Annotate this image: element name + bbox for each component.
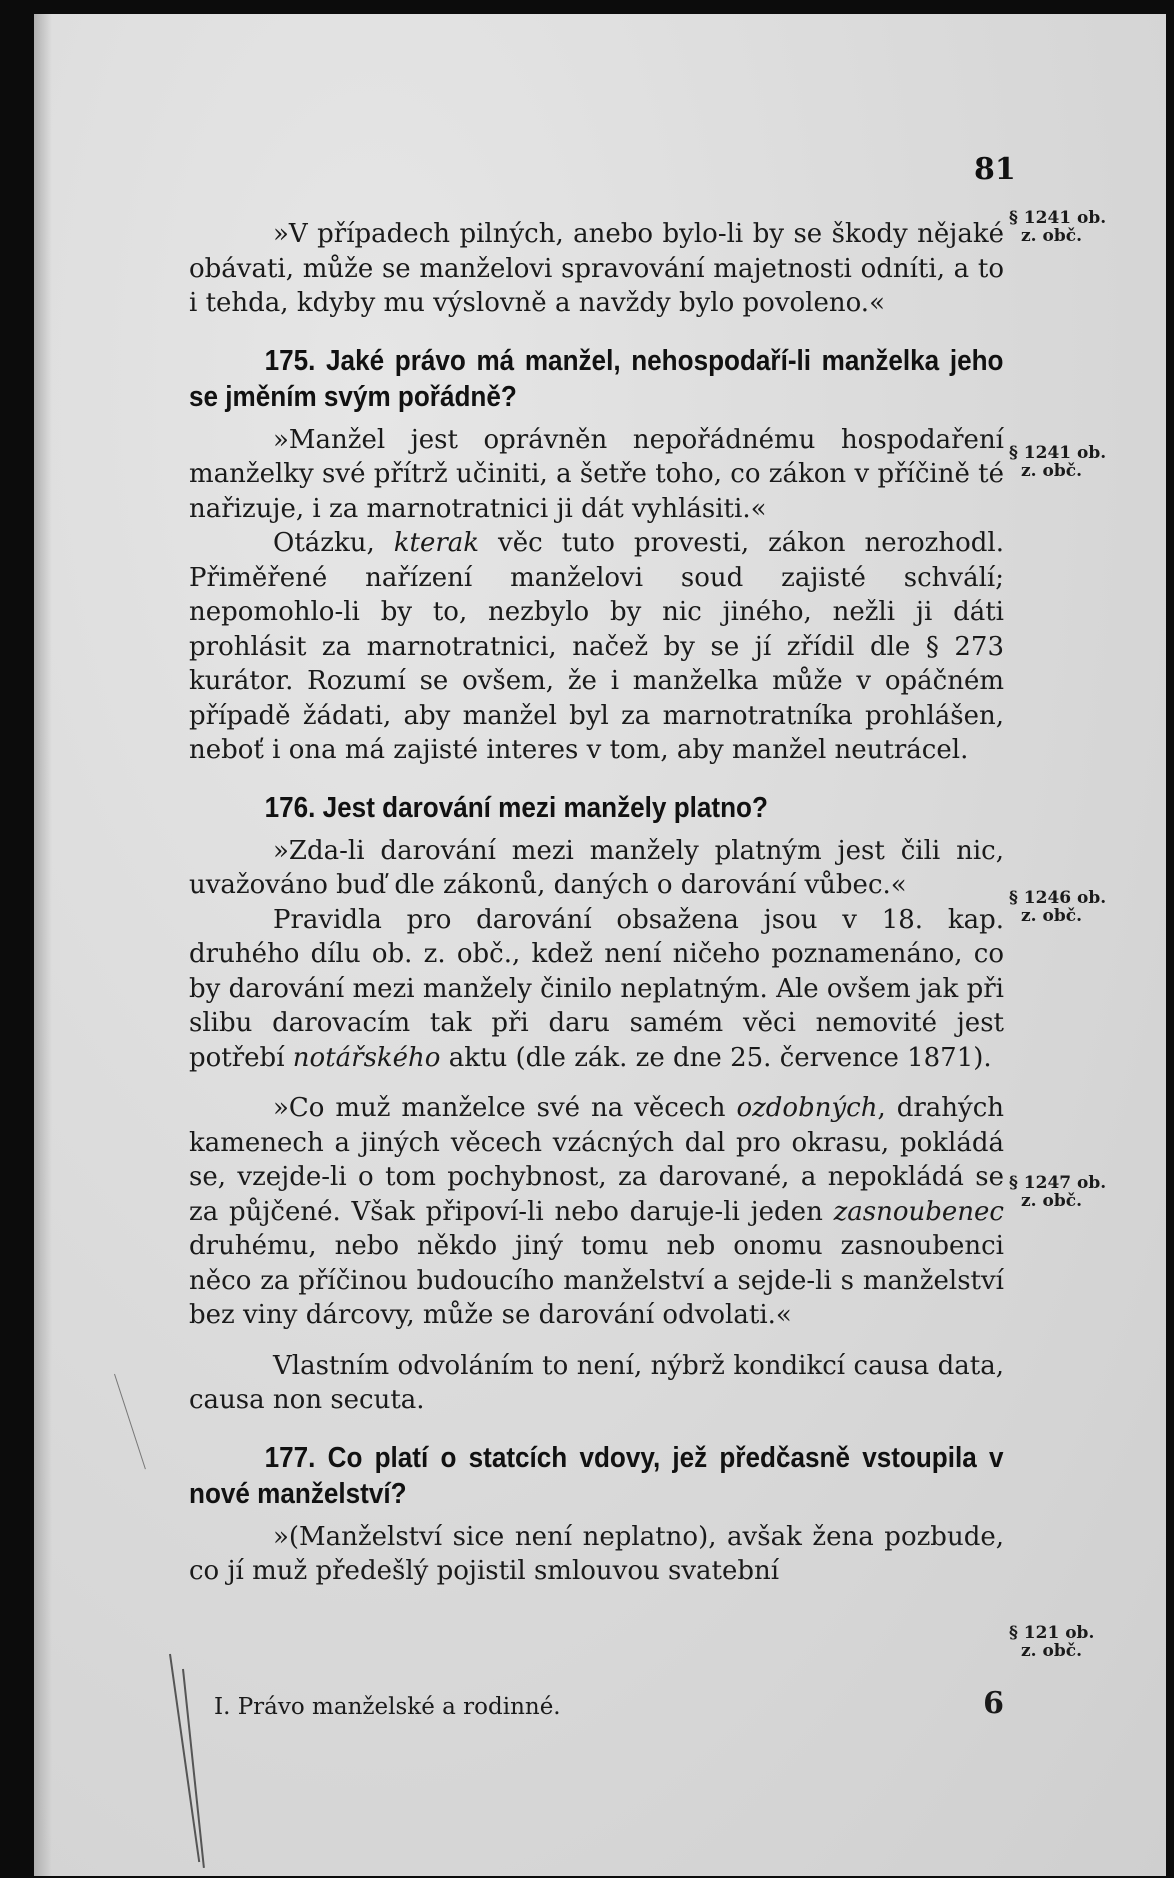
paragraph: »Manžel jest oprávněn nepořádnému hospodaření manželky své přítrž učiniti, a šetře toho, co zákon v příčině té nařizuje, i za marnotratnici ji dát vyhlásiti.« bbox=[189, 424, 1004, 524]
paragraph: »Zda-li darování mezi manžely platným jest čili nic, uvažováno buď dle zákonů, daných o darování vůbec.« bbox=[189, 835, 1004, 900]
margin-note: § 1247 ob. z. obč. bbox=[1009, 1173, 1107, 1211]
pencil-stroke bbox=[114, 1374, 146, 1469]
margin-note: § 1241 ob. z. obč. bbox=[1009, 443, 1107, 481]
page-gutter-shadow bbox=[34, 14, 52, 1876]
section-heading-177: 177. Co platí o statcích vdovy, jež předčasně vstoupila v nové manželství? bbox=[189, 1441, 1004, 1510]
paragraph: Otázku, kterak věc tuto provesti, zákon nerozhodl. Přiměřené nařízení manželovi soud zajisté schválí; nepomohlo-li by to, nezbylo by nic jiného, nežli ji dáti prohlásit za marnotratnici, načež by se jí zřídil dle § 273 kurátor. Rozumí se ovšem, že i manželka může v opáčném případě žádati, aby manžel byl za marnotratníka prohlášen, neboť i ona má zajisté interes v tom, aby manžel neutrácel. bbox=[189, 528, 1004, 765]
page-number: 81 bbox=[974, 152, 1016, 187]
margin-note: § 1246 ob. z. obč. bbox=[1009, 888, 1107, 926]
book-page bbox=[34, 14, 1166, 1876]
sheet-number: 6 bbox=[983, 1686, 1004, 1721]
paragraph: »(Manželství sice není neplatno), avšak žena pozbude, co jí muž předešlý pojistil smlouvou svatební bbox=[189, 1521, 1004, 1586]
section-heading-175: 175. Jaké právo má manžel, nehospodaří-li manželka jeho se jměním svým pořádně? bbox=[189, 344, 1004, 413]
paragraph: Pravidla pro darování obsažena jsou v 18. kap. druhého dílu ob. z. obč., kdež není ničeho poznamenáno, co by darování mezi manžely činilo neplatným. Ale ovšem jak při slibu darovacím tak při daru samém věci nemovité jest potřebí notářského aktu (dle zák. ze dne 25. července 1871). bbox=[189, 904, 1004, 1073]
page-footer bbox=[214, 1686, 1004, 1721]
paragraph: »V případech pilných, anebo bylo-li by se škody nějaké obávati, může se manželovi spravování majetnosti odníti, a to i tehda, kdyby mu výslovně a navždy bylo povoleno.« bbox=[189, 219, 1004, 318]
footer-signature: I. Právo manželské a rodinné. bbox=[214, 1694, 561, 1720]
margin-note: § 1241 ob. z. obč. bbox=[1009, 208, 1107, 246]
paragraph: Vlastním odvoláním to není, nýbrž kondikcí causa data, causa non secuta. bbox=[189, 1350, 1004, 1415]
margin-note: § 121 ob. z. obč. bbox=[1009, 1623, 1095, 1661]
body-text bbox=[189, 217, 1004, 1589]
section-heading-176: 176. Jest darování mezi manžely platno? bbox=[264, 791, 768, 824]
paragraph: »Co muž manželce své na věcech ozdobných, drahých kamenech a jiných věcech vzácných dal pro okrasu, pokládá se, vzejde-li o tom pochybnost, za darované, a nepokládá se za půjčené. Však připoví-li nebo daruje-li jeden zasnoubenec druhému, nebo někdo jiný tomu neb onomu zasnoubenci něco za příčinou budoucího manželství a sejde-li s manželství bez viny dárcovy, může se darování odvolati.« bbox=[189, 1093, 1005, 1330]
